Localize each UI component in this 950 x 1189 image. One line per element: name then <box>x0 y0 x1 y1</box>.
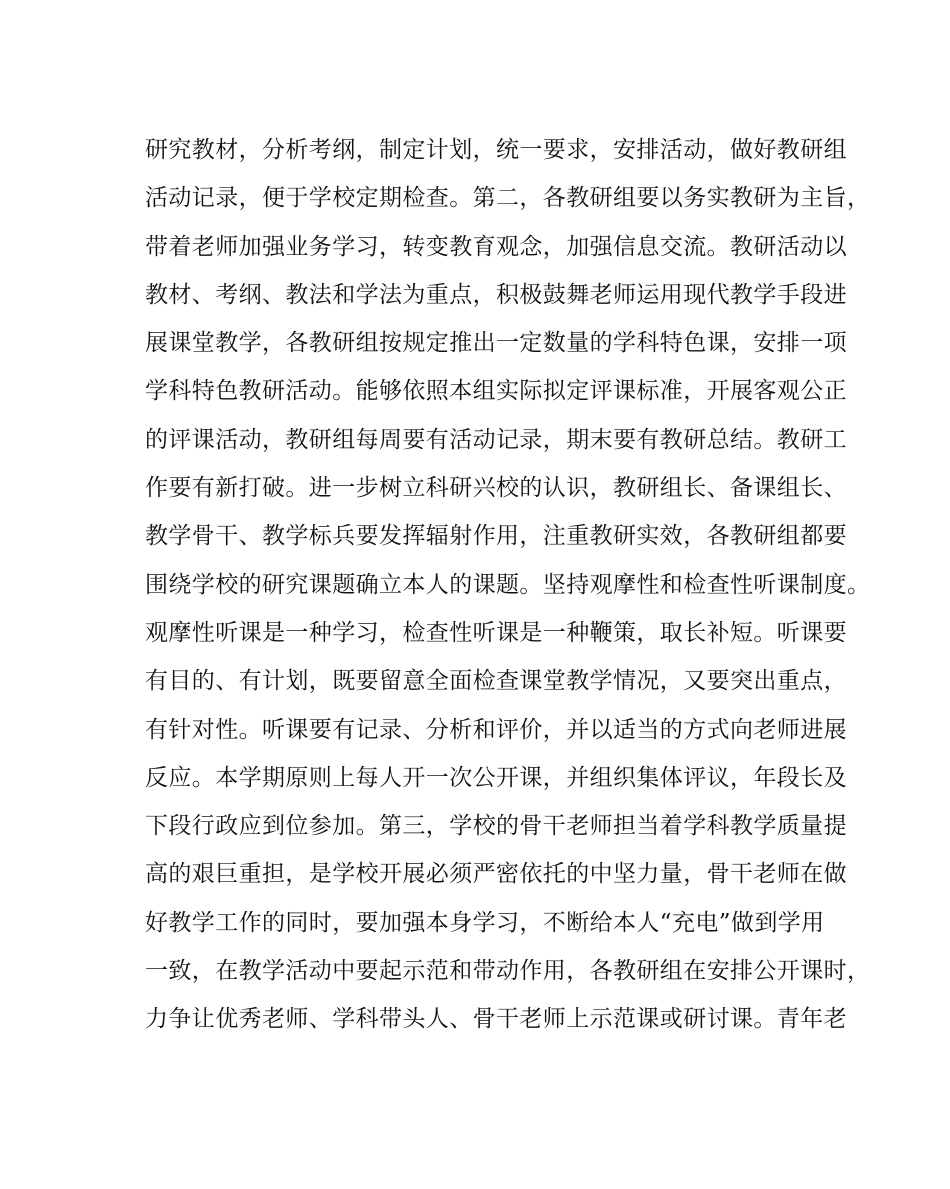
text-line-5: 展课堂教学，各教研组按规定推出一定数量的学科特色课，安排一项 <box>145 330 847 357</box>
body-text <box>145 126 871 1044</box>
text-line-7: 的评课活动，教研组每周要有活动记录，期末要有教研总结。教研工 <box>145 426 847 453</box>
text-line-15: 下段行政应到位参加。第三，学校的骨干老师担当着学科教学质量提 <box>145 813 847 840</box>
text-line-13: 有针对性。听课要有记录、分析和评价，并以适当的方式向老师进展 <box>145 716 847 743</box>
text-line-9: 教学骨干、教学标兵要发挥辐射作用，注重教研实效，各教研组都要 <box>145 523 847 550</box>
text-line-11: 观摩性听课是一种学习，检查性听课是一种鞭策，取长补短。听课要 <box>145 619 847 646</box>
text-line-16: 高的艰巨重担，是学校开展必须严密依托的中坚力量，骨干老师在做 <box>145 861 847 888</box>
text-line-17: 好教学工作的同时，要加强本身学习，不断给本人“充电”做到学用 <box>145 909 825 936</box>
text-line-2: 活动记录，便于学校定期检查。第二，各教研组要以务实教研为主旨， <box>145 185 871 212</box>
text-line-4: 教材、考纲、教法和学法为重点，积极鼓舞老师运用现代教学手段进 <box>145 281 847 308</box>
text-line-1: 研究教材，分析考纲，制定计划，统一要求，安排活动，做好教研组 <box>145 137 847 163</box>
text-line-19: 力争让优秀老师、学科带头人、骨干老师上示范课或研讨课。青年老 <box>145 1006 847 1033</box>
text-line-8: 作要有新打破。进一步树立科研兴校的认识，教研组长、备课组长、 <box>145 475 847 502</box>
text-line-14: 反应。本学期原则上每人开一次公开课，并组织集体评议，年段长及 <box>145 764 847 791</box>
text-line-18: 一致，在教学活动中要起示范和带动作用，各教研组在安排公开课时， <box>145 958 871 985</box>
text-line-12: 有目的、有计划，既要留意全面检查课堂教学情况，又要突出重点， <box>145 668 847 695</box>
text-line-3: 带着老师加强业务学习，转变教育观念，加强信息交流。教研活动以 <box>145 233 847 260</box>
text-line-6: 学科特色教研活动。能够依照本组实际拟定评课标准，开展客观公正 <box>145 378 847 405</box>
text-line-10: 围绕学校的研究课题确立本人的课题。坚持观摩性和检查性听课制度。 <box>145 571 871 598</box>
